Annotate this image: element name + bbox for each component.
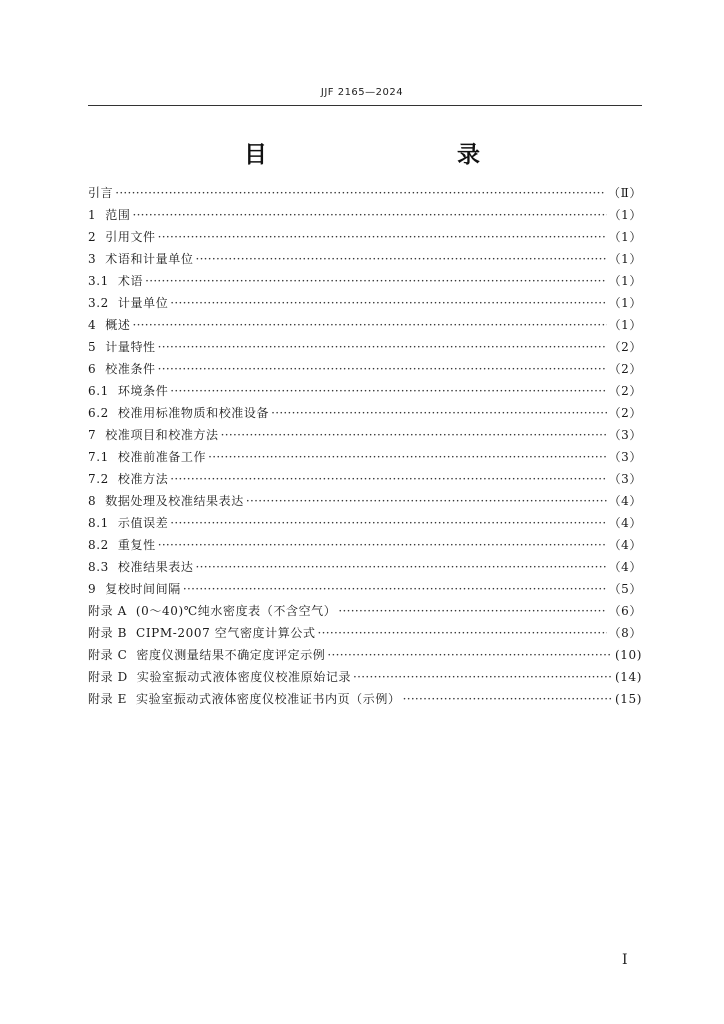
toc-leader-dots	[145, 270, 606, 292]
toc-entry-label: 复校时间间隔	[105, 582, 181, 596]
toc-entry-number: 8.2	[88, 538, 109, 552]
toc-leader-dots	[170, 468, 606, 490]
toc-leader-dots	[271, 402, 606, 424]
toc-entry[interactable]	[88, 292, 642, 314]
toc-entry-label: 范围	[105, 208, 131, 222]
toc-entry-label: 示值误差	[117, 516, 169, 530]
toc-entry-number: 8.1	[88, 516, 109, 530]
toc-entry-label: 环境条件	[117, 384, 169, 398]
page-title: 目 录	[244, 142, 528, 168]
toc-entry[interactable]	[88, 468, 642, 490]
toc-leader-dots	[246, 490, 607, 512]
toc-entry-page: （1）	[608, 274, 642, 288]
page-number: I	[622, 952, 628, 968]
toc-entry-label: 引言	[88, 186, 114, 200]
toc-entry-number: 8	[88, 494, 97, 508]
toc-entry-label: 校准方法	[117, 472, 169, 486]
toc-entry[interactable]	[88, 226, 642, 248]
toc-entry-page: （1）	[608, 230, 642, 244]
toc-leader-dots	[183, 578, 607, 600]
toc-entry-number: 3	[88, 252, 97, 266]
toc-entry-page: （8）	[608, 626, 642, 640]
toc-entry-label: 校准前准备工作	[117, 450, 207, 464]
toc-entry-label: 数据处理及校准结果表达	[105, 494, 244, 508]
toc-entry-page: （2）	[608, 384, 642, 398]
toc-entry-number: 附录 D	[88, 670, 128, 684]
toc-entry-number: 7.1	[88, 450, 109, 464]
toc-entry[interactable]	[88, 512, 642, 534]
toc-entry-label: 校准结果表达	[117, 560, 194, 574]
toc-entry-number: 附录 B	[88, 626, 128, 640]
toc-entry-label: 术语	[117, 274, 144, 288]
toc-entry[interactable]	[88, 688, 642, 710]
toc-entry-number: 5	[88, 340, 97, 354]
toc-entry-label: 实验室振动式液体密度仪校准原始记录	[136, 670, 352, 684]
toc-leader-dots	[338, 600, 606, 622]
toc-entry-page: （2）	[608, 340, 642, 354]
toc-entry-number: 9	[88, 582, 97, 596]
toc-entry-label: 校准条件	[105, 362, 156, 376]
toc-entry-label: 概述	[105, 318, 131, 332]
toc-entry-number: 6.2	[88, 406, 109, 420]
toc-entry-number: 2	[88, 230, 97, 244]
toc-entry-page: （1）	[608, 252, 642, 266]
toc-leader-dots	[170, 512, 606, 534]
toc-entry-page: （2）	[608, 406, 642, 420]
toc-leader-dots	[158, 336, 607, 358]
toc-leader-dots	[158, 226, 607, 248]
toc-entry-label: 重复性	[117, 538, 156, 552]
toc-entry[interactable]	[88, 182, 642, 204]
toc-entry-page: （Ⅱ）	[608, 186, 642, 200]
toc-entry-page: (14)	[614, 670, 642, 684]
toc-entry-label: 计量特性	[105, 340, 156, 354]
toc-entry-page: （4）	[608, 494, 642, 508]
toc-entry[interactable]	[88, 204, 642, 226]
toc-entry-number: 3.1	[88, 274, 109, 288]
table-of-contents	[88, 182, 642, 710]
toc-entry-page: （3）	[608, 428, 642, 442]
toc-entry[interactable]	[88, 446, 642, 468]
toc-entry-number: 附录 E	[88, 692, 127, 706]
toc-entry-page: (15)	[614, 692, 642, 706]
toc-entry-label: 校准用标准物质和校准设备	[117, 406, 270, 420]
toc-entry-number: 6.1	[88, 384, 109, 398]
toc-entry[interactable]	[88, 402, 642, 424]
header-divider	[88, 105, 642, 106]
toc-entry-number: 4	[88, 318, 97, 332]
toc-entry-number: 6	[88, 362, 97, 376]
toc-entry-label: 校准项目和校准方法	[105, 428, 219, 442]
toc-leader-dots	[221, 424, 607, 446]
toc-entry[interactable]	[88, 490, 642, 512]
toc-leader-dots	[327, 644, 612, 666]
toc-entry[interactable]	[88, 424, 642, 446]
toc-entry[interactable]	[88, 534, 642, 556]
toc-entry-number: 3.2	[88, 296, 109, 310]
toc-entry-number: 1	[88, 208, 97, 222]
toc-leader-dots	[403, 688, 612, 710]
toc-entry-label: 密度仪测量结果不确定度评定示例	[136, 648, 326, 662]
toc-entry[interactable]	[88, 314, 642, 336]
toc-entry-label: 计量单位	[117, 296, 169, 310]
toc-entry-number: 附录 C	[88, 648, 128, 662]
standard-code: JJF 2165—2024	[320, 87, 404, 98]
toc-entry[interactable]	[88, 622, 642, 644]
toc-entry-page: （3）	[608, 450, 642, 464]
toc-entry[interactable]	[88, 336, 642, 358]
toc-entry-page: （3）	[608, 472, 642, 486]
toc-entry-label: 引用文件	[105, 230, 156, 244]
toc-entry[interactable]	[88, 578, 642, 600]
toc-entry-page: （4）	[608, 538, 642, 552]
toc-entry-label: CIPM-2007 空气密度计算公式	[136, 626, 316, 640]
toc-entry-page: （1）	[608, 296, 642, 310]
toc-entry[interactable]	[88, 666, 642, 688]
toc-leader-dots	[132, 204, 606, 226]
toc-entry[interactable]	[88, 380, 642, 402]
toc-entry-number: 附录 A	[88, 604, 127, 618]
toc-leader-dots	[115, 182, 606, 204]
toc-leader-dots	[170, 292, 606, 314]
toc-entry-page: （2）	[608, 362, 642, 376]
toc-entry-label: 实验室振动式液体密度仪校准证书内页（示例）	[135, 692, 401, 706]
toc-leader-dots	[158, 358, 607, 380]
toc-entry-page: （1）	[608, 318, 642, 332]
toc-leader-dots	[195, 248, 606, 270]
toc-entry-page: （1）	[608, 208, 642, 222]
toc-entry-page: （6）	[608, 604, 642, 618]
toc-leader-dots	[208, 446, 606, 468]
toc-entry[interactable]	[88, 600, 642, 622]
toc-entry-number: 7	[88, 428, 97, 442]
toc-entry-page: （5）	[608, 582, 642, 596]
toc-leader-dots	[170, 380, 606, 402]
toc-entry-page: (10)	[614, 648, 642, 662]
toc-entry[interactable]	[88, 644, 642, 666]
toc-entry-number: 8.3	[88, 560, 109, 574]
toc-leader-dots	[318, 622, 607, 644]
toc-leader-dots	[158, 534, 607, 556]
toc-entry-page: （4）	[608, 560, 642, 574]
toc-entry-page: （4）	[608, 516, 642, 530]
toc-leader-dots	[353, 666, 612, 688]
toc-entry[interactable]	[88, 248, 642, 270]
toc-leader-dots	[196, 556, 607, 578]
toc-entry[interactable]	[88, 358, 642, 380]
toc-leader-dots	[132, 314, 606, 336]
toc-entry[interactable]	[88, 556, 642, 578]
toc-entry-number: 7.2	[88, 472, 109, 486]
toc-entry[interactable]	[88, 270, 642, 292]
toc-entry-label: (0～40)℃纯水密度表（不含空气）	[135, 604, 337, 618]
toc-entry-label: 术语和计量单位	[105, 252, 194, 266]
